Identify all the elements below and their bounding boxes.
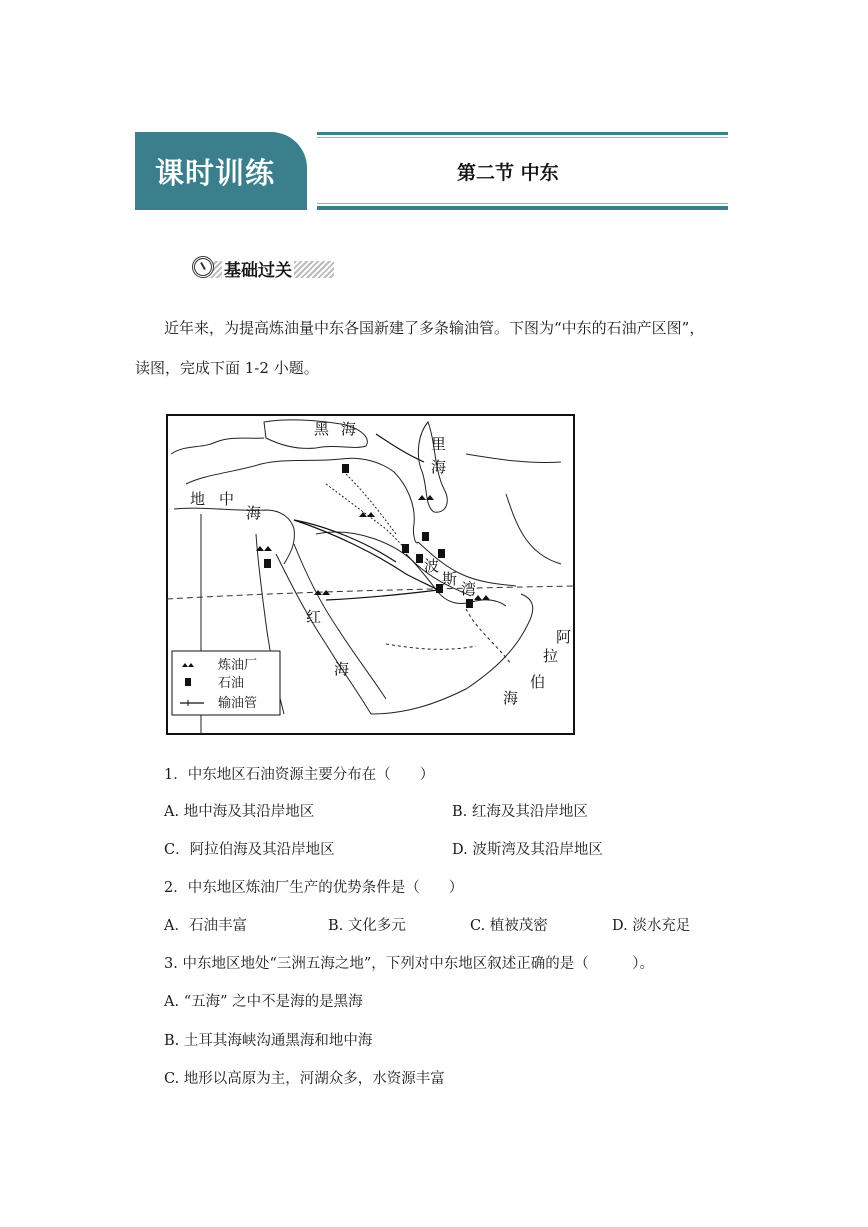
map-label-persian-3: 湾 bbox=[461, 580, 477, 598]
question-3-stem: 3. 中东地区地处“三洲五海之地”，下列对中东地区叙述正确的是（ ）。 bbox=[164, 956, 655, 972]
intro-line-1: 近年来，为提高炼油量中东各国新建了多条输油管。下图为“中东的石油产区图”， bbox=[164, 319, 705, 337]
legend-refinery: 炼油厂 bbox=[218, 658, 258, 673]
header-rule-bottom-thin bbox=[317, 203, 728, 204]
map-label-red-1: 红 bbox=[306, 608, 322, 626]
question-2-stem: 2．中东地区炼油厂生产的优势条件是（ ） bbox=[164, 880, 464, 896]
question-1-option-d: D. 波斯湾及其沿岸地区 bbox=[452, 842, 603, 858]
map-legend bbox=[172, 651, 280, 715]
question-1-option-b: B. 红海及其沿岸地区 bbox=[452, 804, 588, 820]
map-label-med-3: 海 bbox=[246, 504, 262, 522]
question-3-option-a: A. “五海” 之中不是海的是黑海 bbox=[164, 994, 363, 1010]
header-badge bbox=[135, 132, 307, 210]
question-1-option-c: C．阿拉伯海及其沿岸地区 bbox=[164, 842, 335, 858]
question-2-option-b: B. 文化多元 bbox=[328, 918, 406, 934]
middle-east-oil-map bbox=[166, 414, 575, 735]
legend-pipeline: 输油管 bbox=[218, 696, 258, 711]
oil-legend-icon bbox=[185, 678, 191, 686]
header-rule-top bbox=[317, 132, 728, 135]
legend-oil: 石油 bbox=[218, 676, 245, 691]
section-badge-label: 基础过关 bbox=[222, 256, 294, 281]
section-title: 第二节 中东 bbox=[457, 162, 559, 184]
map-label-med-2: 中 bbox=[219, 490, 235, 508]
map-label-arabian-2: 拉 bbox=[543, 647, 559, 665]
intro-line-2: 读图，完成下面 1-2 小题。 bbox=[135, 359, 319, 377]
map-label-persian-1: 波 bbox=[424, 557, 440, 575]
map-label-red-2: 海 bbox=[334, 660, 350, 678]
question-1-stem: 1．中东地区石油资源主要分布在（ ） bbox=[164, 767, 435, 783]
map-label-black-sea-1: 黑 bbox=[314, 420, 330, 438]
map-label-arabian-3: 伯 bbox=[530, 673, 546, 691]
map-label-caspian-2: 海 bbox=[431, 458, 447, 476]
map-label-black-sea-2: 海 bbox=[341, 420, 357, 438]
map-label-arabian-4: 海 bbox=[503, 689, 519, 707]
question-3-option-c: C. 地形以高原为主，河湖众多，水资源丰富 bbox=[164, 1071, 445, 1087]
map-label-med-1: 地 bbox=[190, 490, 206, 508]
map-label-caspian-1: 里 bbox=[431, 435, 447, 453]
header-rule-top-thin bbox=[317, 137, 728, 138]
question-3-option-b: B. 土耳其海峡沟通黑海和地中海 bbox=[164, 1033, 373, 1049]
header-badge-text: 课时训练 bbox=[155, 156, 276, 190]
question-2-option-c: C. 植被茂密 bbox=[470, 918, 548, 934]
header-rule-bottom bbox=[317, 206, 728, 210]
question-2-option-a: A．石油丰富 bbox=[164, 918, 247, 934]
section-badge bbox=[190, 254, 338, 284]
stopwatch-icon bbox=[192, 256, 214, 278]
map-label-persian-2: 斯 bbox=[442, 570, 458, 588]
question-2-option-d: D. 淡水充足 bbox=[612, 918, 691, 934]
question-1-option-a: A. 地中海及其沿岸地区 bbox=[164, 804, 315, 820]
map-label-arabian-1: 阿 bbox=[556, 628, 572, 646]
